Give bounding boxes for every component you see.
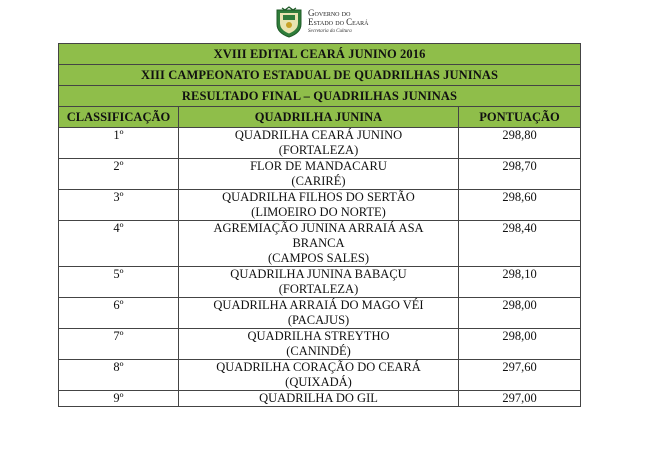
row-group-city: (CAMPOS SALES) [267,251,370,265]
row-score: 298,00 [459,329,581,360]
table-row [59,267,581,298]
row-group-name: QUADRILHA DO GIL [259,391,378,405]
column-header-row [59,107,581,128]
row-rank: 2º [59,159,179,190]
row-rank: 5º [59,267,179,298]
row-score: 298,10 [459,267,581,298]
row-group [179,190,459,221]
column-header-rank: CLASSIFICAÇÃO [59,107,179,128]
row-group-city: (FORTALEZA) [278,143,359,157]
table-row [59,221,581,267]
banner-edital-title: XVIII EDITAL CEARÁ JUNINO 2016 [59,44,581,65]
row-rank: 4º [59,221,179,267]
row-group-city: (PACAJUS) [287,313,350,327]
row-group [179,391,459,407]
row-group-name: QUADRILHA STREYTHO [247,329,390,343]
gov-line3: Secretaria da Cultura [308,28,352,34]
page-header [0,0,671,42]
row-group-city: (CANINDÉ) [286,344,351,358]
row-rank: 7º [59,329,179,360]
row-group-name: QUADRILHA JUNINA BABAÇU [230,267,407,281]
table-row [59,329,581,360]
banner-row-2 [59,65,581,86]
results-table [58,43,581,407]
row-rank: 9º [59,391,179,407]
row-group-name: AGREMIAÇÃO JUNINA ARRAIÁ ASA [213,221,424,235]
row-group [179,329,459,360]
row-rank: 1º [59,128,179,159]
table-row [59,298,581,329]
row-group-name: FLOR DE MANDACARU [250,159,387,173]
row-group [179,159,459,190]
row-group-city: (QUIXADÁ) [285,375,352,389]
row-group [179,298,459,329]
table-row [59,159,581,190]
row-score: 298,60 [459,190,581,221]
row-group-city: (CARIRÉ) [291,174,346,188]
row-score: 298,00 [459,298,581,329]
ceara-crest-icon [274,6,304,38]
column-header-name: QUADRILHA JUNINA [179,107,459,128]
row-group-name: QUADRILHA CEARÁ JUNINO [234,128,403,142]
row-group-city: (LIMOEIRO DO NORTE) [251,205,386,219]
row-score: 298,40 [459,221,581,267]
row-rank: 8º [59,360,179,391]
column-header-score: PONTUAÇÃO [459,107,581,128]
row-group-name: QUADRILHA CORAÇÃO DO CEARÁ [216,360,421,374]
row-rank: 6º [59,298,179,329]
row-group-name-continued: BRANCA [292,236,345,250]
row-group-name: QUADRILHA ARRAIÁ DO MAGO VÉI [213,298,424,312]
table-row [59,128,581,159]
row-group [179,267,459,298]
banner-row-1 [59,44,581,65]
table-row [59,391,581,407]
row-group-name: QUADRILHA FILHOS DO SERTÃO [222,190,415,204]
banner-result-title: RESULTADO FINAL – QUADRILHAS JUNINAS [59,86,581,107]
banner-row-3 [59,86,581,107]
table-row [59,360,581,391]
row-score: 297,00 [459,391,581,407]
row-group [179,128,459,159]
row-group [179,221,459,267]
row-score: 298,70 [459,159,581,190]
gov-line1: Governo do [308,7,351,18]
row-group-city: (FORTALEZA) [278,282,359,296]
row-score: 298,80 [459,128,581,159]
table-row [59,190,581,221]
row-score: 297,60 [459,360,581,391]
row-group [179,360,459,391]
gov-line2: Estado do Ceará [308,16,369,27]
row-rank: 3º [59,190,179,221]
banner-championship-title: XIII CAMPEONATO ESTADUAL DE QUADRILHAS JUNINAS [59,65,581,86]
government-wordmark [308,9,369,36]
government-logo [274,5,404,39]
